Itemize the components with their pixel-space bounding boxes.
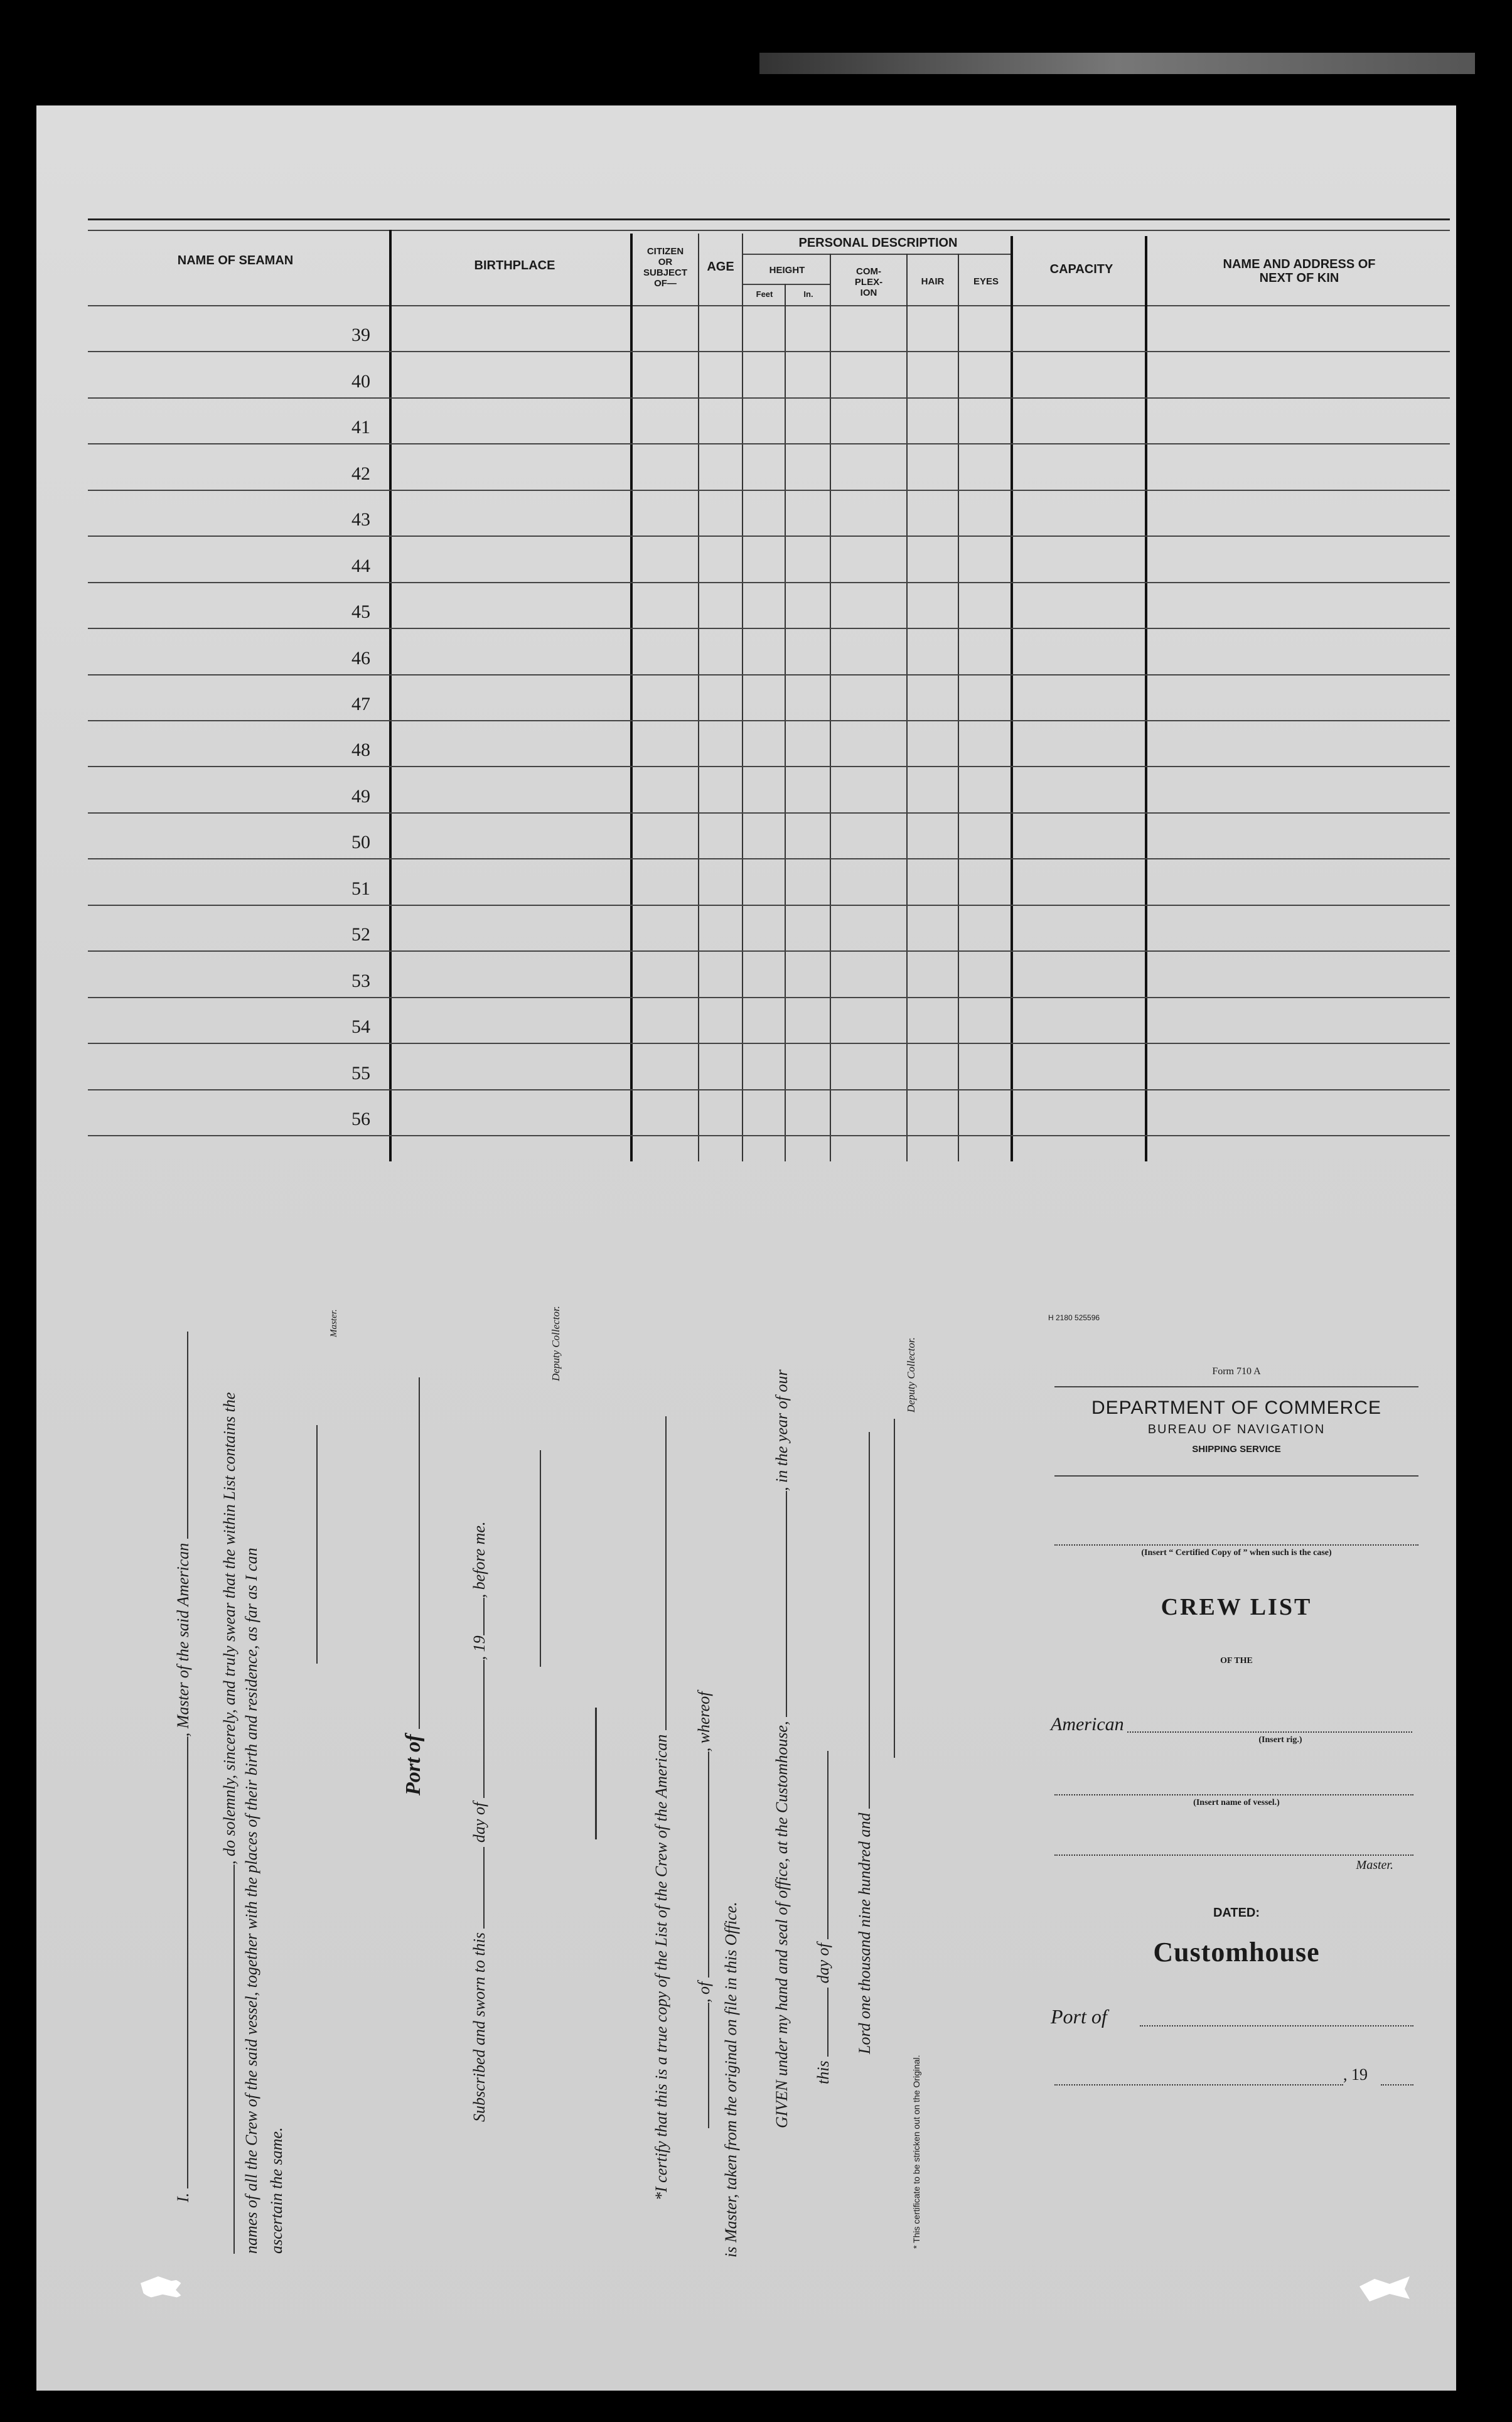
table-row[interactable] xyxy=(88,997,1450,998)
subscribed-label: Subscribed and sworn to this xyxy=(470,1932,488,2122)
oath-line-1 xyxy=(171,1332,193,2202)
table-row[interactable] xyxy=(88,1135,1450,1136)
before-me-label: , before me. xyxy=(470,1521,488,1598)
cover-top-rule xyxy=(1054,1386,1418,1387)
cover-year-line[interactable] xyxy=(1381,2084,1413,2086)
header-hair: HAIR xyxy=(921,276,945,287)
year-19-label: , 19 xyxy=(470,1635,488,1660)
row-number: 39 xyxy=(351,325,370,346)
blank-cert-name[interactable] xyxy=(692,2003,709,2128)
blank-cert-month[interactable] xyxy=(811,1751,828,1939)
row-number: 42 xyxy=(351,463,370,484)
oath-line-4: ascertain the same. xyxy=(267,2127,286,2254)
cert-line-3: is Master, taken from the original on file in this Office. xyxy=(722,1902,740,2258)
table-row[interactable] xyxy=(88,443,1450,444)
separator-rule xyxy=(595,1708,597,1839)
master-line[interactable] xyxy=(1054,1854,1413,1856)
header-name: NAME OF SEAMAN xyxy=(177,254,294,267)
blank-cert-day[interactable] xyxy=(811,1988,828,2057)
header-kin xyxy=(1149,257,1450,285)
cert-given: GIVEN under my hand and seal of office, at the Customhouse, xyxy=(773,1721,791,2128)
port-of-line xyxy=(402,1377,426,1795)
oath-i: I. xyxy=(174,2192,192,2202)
oath-line-3: names of all the Crew of the said vessel, together with the places of their birth and residence, as far as I can xyxy=(242,1547,260,2254)
header-kin-l1: NAME AND ADDRESS OF xyxy=(1223,257,1376,271)
table-top-rule xyxy=(88,218,1450,220)
cert-lord: Lord one thousand nine hundred and xyxy=(855,1812,874,2054)
deputy-signature-line-1 xyxy=(540,1450,541,1667)
row-number: 43 xyxy=(351,509,370,530)
cert-line-2 xyxy=(692,1691,714,2128)
table-row[interactable] xyxy=(88,536,1450,537)
table-row[interactable] xyxy=(88,674,1450,675)
of-the-label: OF THE xyxy=(1220,1656,1253,1666)
col-rule-birthplace xyxy=(630,234,633,1161)
row-number: 49 xyxy=(351,785,370,807)
insert-certified-note: (Insert “ Certified Copy of ” when such is the case) xyxy=(1141,1548,1332,1558)
header-inches: In. xyxy=(803,289,813,299)
row-number: 46 xyxy=(351,647,370,669)
table-row[interactable] xyxy=(88,490,1450,491)
deputy-collector-1: Deputy Collector. xyxy=(550,1306,562,1381)
cert-of: , of xyxy=(695,1981,713,2003)
rig-line[interactable] xyxy=(1127,1731,1412,1733)
table-row[interactable] xyxy=(88,1043,1450,1044)
cert-line-5 xyxy=(811,1751,833,2084)
table-row[interactable] xyxy=(88,720,1450,721)
cover-date-line[interactable] xyxy=(1054,2084,1343,2086)
certified-copy-line[interactable] xyxy=(1054,1544,1418,1546)
service-title: SHIPPING SERVICE xyxy=(1192,1444,1281,1455)
blank-cert-port[interactable] xyxy=(692,1752,709,1978)
header-complexion-l3: ION xyxy=(860,288,877,298)
row-number: 55 xyxy=(351,1062,370,1084)
header-complexion-l1: COM- xyxy=(856,266,881,277)
day-of-label: day of xyxy=(470,1802,488,1843)
row-number: 52 xyxy=(351,924,370,945)
header-citizen xyxy=(633,246,698,289)
form-number: Form 710 A xyxy=(1212,1366,1261,1377)
header-feet: Feet xyxy=(756,289,773,299)
table-row[interactable] xyxy=(88,905,1450,906)
cert-day-of: day of xyxy=(814,1943,832,1984)
table-row[interactable] xyxy=(88,812,1450,814)
scanner-edge xyxy=(759,53,1475,74)
blank-day[interactable] xyxy=(467,1847,485,1929)
table-row[interactable] xyxy=(88,397,1450,399)
master-signature-line xyxy=(316,1425,318,1664)
header-birthplace: BIRTHPLACE xyxy=(474,259,555,272)
port-of-label: Port of xyxy=(402,1734,425,1795)
department-title: DEPARTMENT OF COMMERCE xyxy=(1091,1397,1382,1418)
table-row[interactable] xyxy=(88,628,1450,629)
cert-this: this xyxy=(814,2060,832,2084)
col-rule-feet xyxy=(785,284,786,1161)
deputy-collector-2: Deputy Collector. xyxy=(905,1337,917,1413)
oath-master-label: Master. xyxy=(329,1309,339,1337)
cert-year-of-our: , in the year of our xyxy=(773,1369,791,1492)
row-number: 45 xyxy=(351,601,370,623)
col-rule-age xyxy=(742,234,743,1161)
row-number: 47 xyxy=(351,694,370,714)
header-complexion xyxy=(831,266,906,298)
cert-text-1: *I certify that this is a true copy of the List of the Crew of the American xyxy=(652,1734,670,2200)
insert-name-note: (Insert name of vessel.) xyxy=(1193,1798,1280,1807)
header-capacity: CAPACITY xyxy=(1049,262,1113,276)
col-rule-name xyxy=(389,230,392,1161)
cert-whereof: , whereof xyxy=(695,1691,713,1752)
blank-oath-2[interactable] xyxy=(217,1865,235,2254)
row-number: 56 xyxy=(351,1109,370,1129)
oath-master-of: , Master of the said American xyxy=(174,1542,192,1737)
table-row[interactable] xyxy=(88,766,1450,767)
col-rule-hair xyxy=(958,254,959,1161)
dated-label: DATED: xyxy=(1213,1906,1260,1920)
row-number: 50 xyxy=(351,832,370,853)
row-number: 51 xyxy=(351,878,370,899)
col-rule-eyes xyxy=(1011,236,1013,1161)
cover-year-label: , 19 xyxy=(1343,2065,1368,2084)
print-code: H 2180 525596 xyxy=(1048,1313,1100,1322)
customhouse-title: Customhouse xyxy=(1153,1937,1320,1967)
insert-rig-note: (Insert rig.) xyxy=(1258,1735,1302,1745)
row-number: 41 xyxy=(351,417,370,438)
cert-line-6 xyxy=(852,1432,874,2054)
blank-master-name[interactable] xyxy=(171,1736,188,2188)
oath-line-2 xyxy=(217,1392,239,2254)
american-label: American xyxy=(1051,1714,1124,1735)
header-complexion-l2: PLEX- xyxy=(854,277,883,288)
vessel-name-line[interactable] xyxy=(1054,1794,1413,1795)
header-age: AGE xyxy=(707,260,734,274)
header-height: HEIGHT xyxy=(769,265,805,276)
header-rule-height xyxy=(743,284,831,285)
header-citizen-l3: SUBJECT xyxy=(643,267,687,278)
cover-port-line[interactable] xyxy=(1140,2025,1413,2026)
col-rule-height xyxy=(830,254,831,1161)
table-row[interactable] xyxy=(88,351,1450,352)
crew-list-title: CREW LIST xyxy=(1161,1594,1312,1620)
col-rule-complexion xyxy=(906,254,908,1161)
header-rule-personal xyxy=(743,254,1013,255)
table-row[interactable] xyxy=(88,950,1450,952)
row-number: 53 xyxy=(351,970,370,991)
blank-cert-vessel[interactable] xyxy=(649,1416,667,1730)
row-number: 54 xyxy=(351,1016,370,1038)
header-bottom-rule xyxy=(88,305,1450,306)
header-citizen-l4: OF— xyxy=(654,278,677,289)
blank-year[interactable] xyxy=(467,1598,485,1635)
blank-month[interactable] xyxy=(467,1660,485,1798)
col-rule-capacity xyxy=(1145,236,1147,1161)
table-row[interactable] xyxy=(88,1089,1450,1090)
cover-rule-2 xyxy=(1054,1475,1418,1477)
blank-customhouse[interactable] xyxy=(769,1491,787,1717)
row-number: 48 xyxy=(351,740,370,761)
oath-solemnly: , do solemnly, sincerely, and truly swear that the within List contains the xyxy=(220,1392,239,1865)
header-citizen-l1: CITIZEN xyxy=(646,246,684,257)
col-rule-citizen xyxy=(698,234,699,1161)
table-row[interactable] xyxy=(88,582,1450,583)
header-eyes: EYES xyxy=(973,276,999,287)
blank-vessel[interactable] xyxy=(171,1332,188,1539)
header-personal-description: PERSONAL DESCRIPTION xyxy=(798,236,958,250)
header-kin-l2: NEXT OF KIN xyxy=(1259,271,1339,285)
table-top-rule-2 xyxy=(88,230,1450,231)
cert-line-4 xyxy=(769,1369,791,2128)
table-row[interactable] xyxy=(88,858,1450,859)
bureau-title: BUREAU OF NAVIGATION xyxy=(1147,1423,1326,1436)
cover-master-label: Master. xyxy=(1356,1858,1393,1872)
cert-line-1 xyxy=(649,1416,671,2200)
deputy-signature-line-2 xyxy=(894,1419,895,1758)
blank-cert-year[interactable] xyxy=(852,1432,870,1809)
subscribed-line xyxy=(467,1522,489,2122)
cert-footnote: * This certificate to be stricken out on the Original. xyxy=(911,2055,921,2249)
row-number: 40 xyxy=(351,370,370,392)
row-number: 44 xyxy=(351,555,370,576)
cover-port-of-label: Port of xyxy=(1051,2005,1107,2028)
header-citizen-l2: OR xyxy=(658,257,673,267)
blank-port[interactable] xyxy=(402,1377,420,1729)
